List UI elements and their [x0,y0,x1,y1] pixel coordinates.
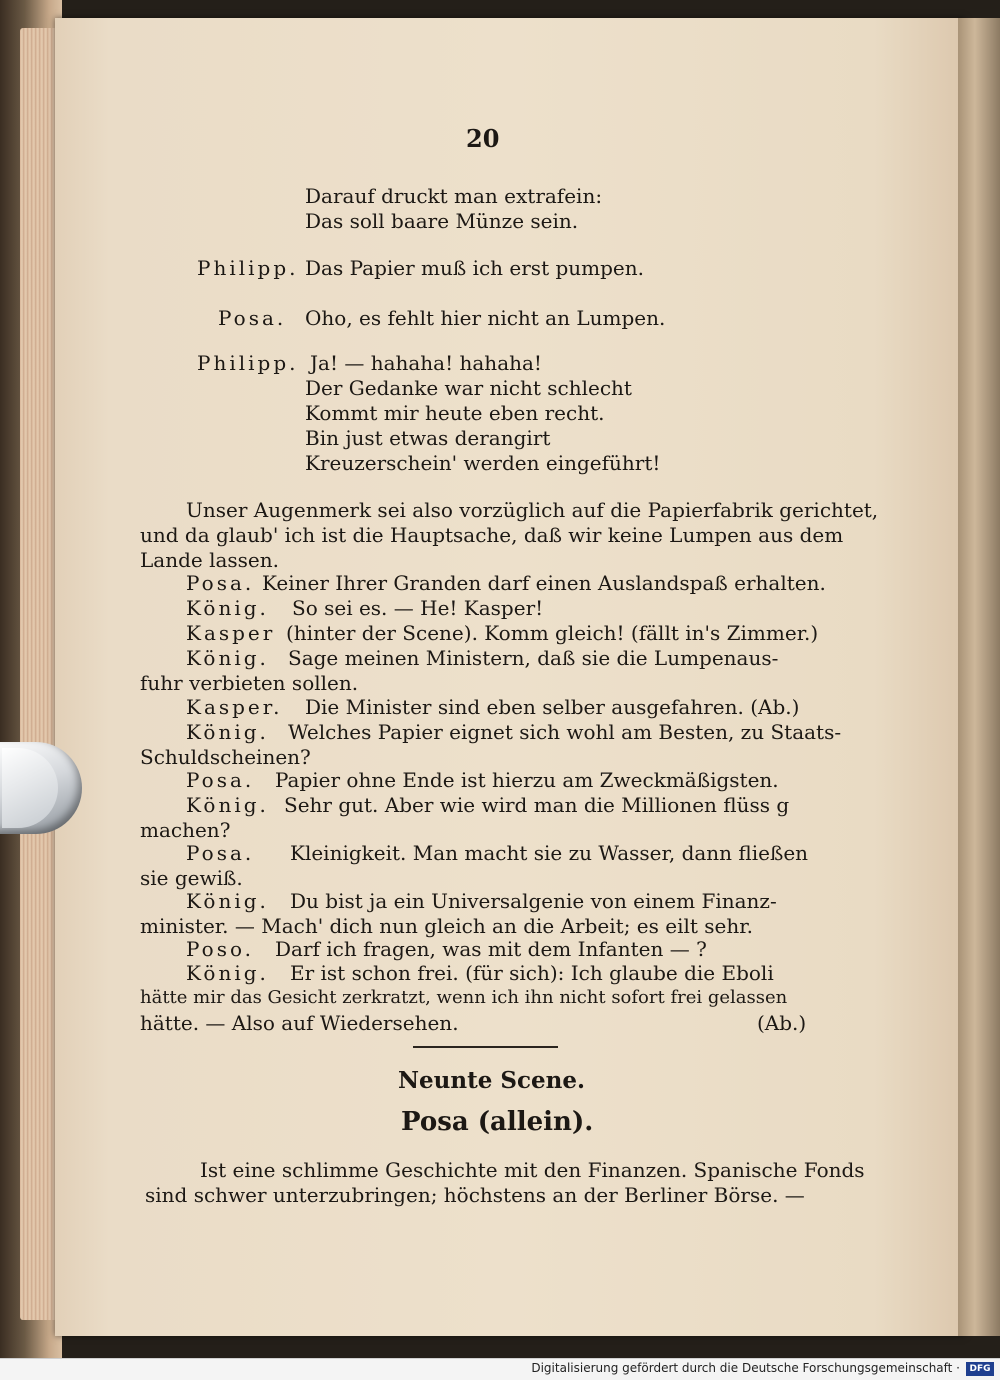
page-number: 20 [466,124,500,153]
speaker-name: Posa. [186,571,255,595]
dialogue-line: Du bist ja ein Universalgenie von einem Finanz- [290,889,777,913]
speaker-name: König. [186,889,269,913]
dialogue-line: Sage meinen Ministern, daß sie die Lumpenaus- [288,646,779,670]
speaker-name: König. [186,646,269,670]
dialogue-line: Welches Papier eignet sich wohl am Besten, zu Staats- [288,720,842,744]
dialogue-line: hätte mir das Gesicht zerkratzt, wenn ich ihn nicht sofort frei gelassen [140,987,788,1008]
dialogue-line: Schuldscheinen? [140,745,311,769]
dialogue-line: machen? [140,818,231,842]
stage-direction-exit: (Ab.) [757,1011,807,1035]
speaker-name: König. [186,596,269,620]
dialogue-line: Papier ohne Ende ist hierzu am Zweckmäßigsten. [275,768,779,792]
dialogue-line: Keiner Ihrer Granden darf einen Auslandspaß erhalten. [262,571,826,595]
verse-line: Bin just etwas derangirt [305,426,551,450]
dialogue-line: hätte. — Also auf Wiedersehen. [140,1011,459,1035]
speaker-name: König. [186,720,269,744]
prose-line: Ist eine schlimme Geschichte mit den Finanzen. Spanische Fonds [200,1158,865,1182]
dialogue-line: So sei es. — He! Kasper! [292,596,544,620]
digitization-footer [0,1358,1000,1380]
verse-line: Kommt mir heute eben recht. [305,401,605,425]
dialogue-line: Die Minister sind eben selber ausgefahren. (Ab.) [305,695,800,719]
verse-line: Der Gedanke war nicht schlecht [305,376,632,400]
dialogue-line: Er ist schon frei. (für sich): Ich glaube die Eboli [290,961,774,985]
dialogue-line: Oho, es fehlt hier nicht an Lumpen. [305,306,666,330]
verse-line: Kreuzerschein' werden eingeführt! [305,451,661,475]
dialogue-line: Kleinigkeit. Man macht sie zu Wasser, dann fließen [290,841,809,865]
speaker-name: Poso. [186,937,254,961]
speaker-name: Kasper. [186,695,283,719]
speaker-name: Posa. [186,768,255,792]
speaker-name: Posa. [186,841,255,865]
speaker-name: Philipp. [197,351,299,375]
prose-line: und da glaub' ich ist die Hauptsache, daß wir keine Lumpen aus dem [140,523,844,547]
dialogue-line: Darf ich fragen, was mit dem Infanten — ? [275,937,707,961]
dialogue-line: Sehr gut. Aber wie wird man die Millionen flüss g [284,793,790,817]
scene-title: Neunte Scene. [398,1067,585,1094]
speaker-name: Philipp. [197,256,299,280]
prose-line: Lande lassen. [140,548,280,572]
verse-line: Darauf druckt man extrafein: [305,184,603,208]
dialogue-line: minister. — Mach' dich nun gleich an die Arbeit; es eilt sehr. [140,914,753,938]
verse-line: Ja! — hahaha! hahaha! [310,351,542,375]
dialogue-line: fuhr verbieten sollen. [140,671,359,695]
dialogue-line: Das Papier muß ich erst pumpen. [305,256,644,280]
dialogue-line: sie gewiß. [140,866,243,890]
section-divider [413,1046,558,1048]
verse-line: Das soll baare Münze sein. [305,209,579,233]
dialogue-line: (hinter der Scene). Komm gleich! (fällt in's Zimmer.) [286,621,819,645]
prose-line: Unser Augenmerk sei also vorzüglich auf die Papierfabrik gerichtet, [186,498,879,522]
prose-line: sind schwer unterzubringen; höchstens an der Berliner Börse. — [145,1183,805,1207]
scene-subtitle: Posa (allein). [401,1107,594,1137]
speaker-name: Kasper [186,621,276,645]
footer-credit: Digitalisierung gefördert durch die Deutsche Forschungsgemeinschaft · [531,1361,960,1375]
speaker-name: Posa. [218,306,287,330]
dfg-logo: DFG [966,1362,994,1376]
speaker-name: König. [186,793,269,817]
speaker-name: König. [186,961,269,985]
